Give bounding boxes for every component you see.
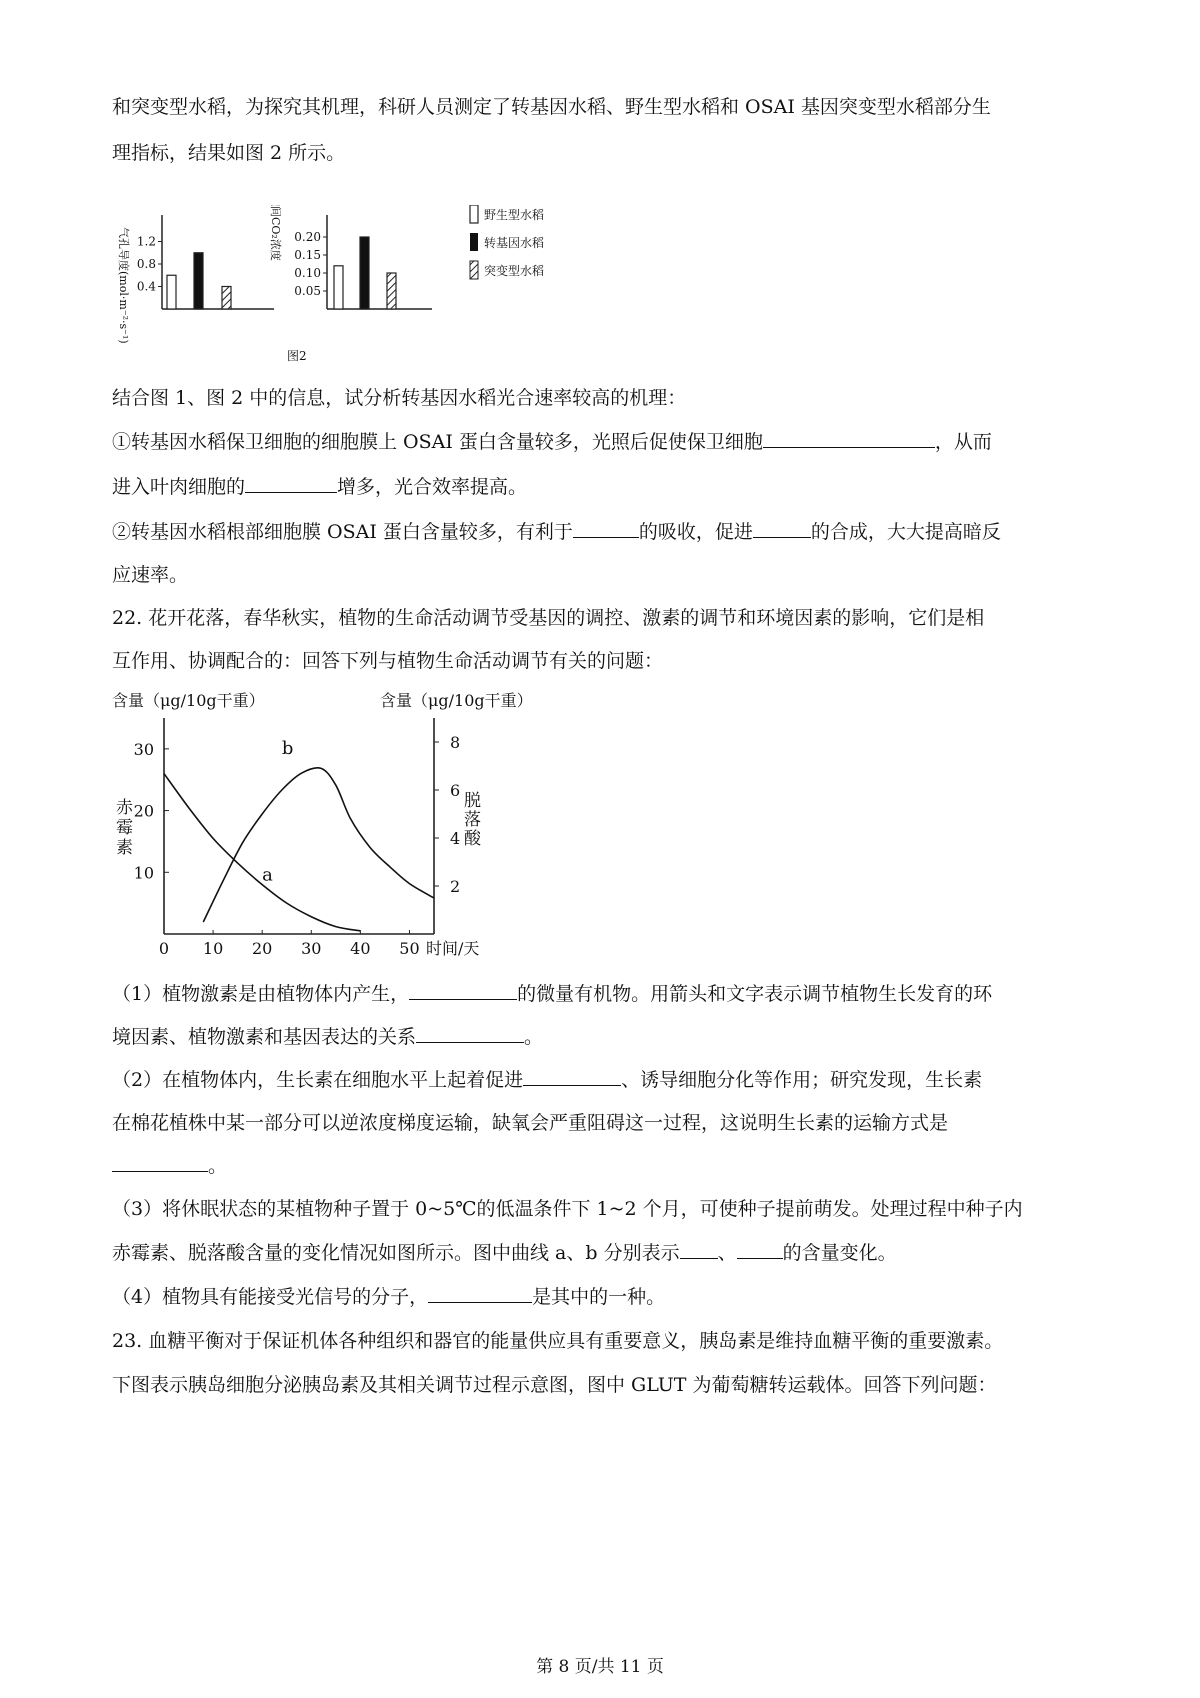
q22-stem-1: 22. 花开花落，春华秋实，植物的生命活动调节受基因的调控、激素的调节和环境因素的影响，它们是相 <box>112 607 985 629</box>
legend-swatch-transgenic <box>470 233 478 251</box>
q21-p1-text-d: 增多，光合效率提高。 <box>337 476 528 498</box>
answer-blank-3[interactable] <box>573 517 639 538</box>
x-axis-label: 时间/天 <box>426 939 480 958</box>
fig2-left-bar-0 <box>167 275 176 309</box>
q22-s1-text-c: 境因素、植物激素和基因表达的关系 <box>112 1026 417 1048</box>
answer-blank-2[interactable] <box>245 472 337 493</box>
legend-label-wild: 野生型水稻 <box>484 208 545 222</box>
right-tick-label-3: 8 <box>450 733 461 752</box>
q21-p1-line2 <box>112 472 1112 502</box>
left-axis-name-char-3: 素 <box>116 838 133 858</box>
q21-p2-line1 <box>112 517 1112 547</box>
x-tick-label-4: 40 <box>350 939 371 958</box>
q21-p2-line2: 应速率。 <box>112 564 189 586</box>
legend-swatch-mutant <box>470 261 478 279</box>
x-tick-label-5: 50 <box>399 939 420 958</box>
left-tick-label-0: 10 <box>133 863 154 883</box>
q21-p2-text-b: 的吸收，促进 <box>638 521 753 543</box>
x-tick-label-0: 0 <box>158 939 170 958</box>
fig2-left-ytick-label-2: 1.2 <box>136 234 156 249</box>
fig2-right-bar-1 <box>360 237 369 309</box>
q22-s2-line1 <box>112 1065 1112 1095</box>
answer-blank-6[interactable] <box>416 1022 524 1043</box>
q22-s2-line3 <box>112 1151 1112 1181</box>
left-tick-label-2: 30 <box>133 739 154 759</box>
fig2-left-bar-2 <box>222 287 231 310</box>
q22-s1-text-b: 的微量有机物。用箭头和文字表示调节植物生长发育的环 <box>517 983 993 1005</box>
q21-p1-text-b: ，从而 <box>934 431 992 453</box>
q22-s4-line1 <box>112 1282 1112 1312</box>
q22-s1-line1 <box>112 979 1112 1009</box>
right-axis-name <box>464 791 486 849</box>
right-ylabel-top: 含量（μg/10g干重） <box>380 691 533 710</box>
q22-s3-line1: （3）将休眠状态的某植物种子置于 0~5℃的低温条件下 1~2 个月，可使种子提前萌发。处理过程中种子内 <box>112 1198 1023 1220</box>
q22-s2-text-d: 。 <box>208 1155 228 1177</box>
left-axis-name-char-2: 霉 <box>116 818 133 838</box>
fig2-right-ytick-label-0: 0.05 <box>294 284 321 298</box>
fig2-caption: 图2 <box>287 349 307 363</box>
legend-label-transgenic: 转基因水稻 <box>484 236 545 250</box>
right-axis-name-char-2: 落 <box>464 810 481 830</box>
x-tick-label-1: 10 <box>202 939 224 958</box>
fig2-left-ytick-label-0: 0.4 <box>136 279 156 294</box>
q22-s3-text-d: 的含量变化。 <box>782 1242 897 1264</box>
q22-s3-text-b: 赤霉素、脱落酸含量的变化情况如图所示。图中曲线 a、b 分别表示 <box>112 1242 680 1264</box>
figure-2 <box>112 205 592 405</box>
fig2-right-bar-2 <box>387 273 396 309</box>
right-tick-label-1: 4 <box>450 829 461 848</box>
left-axis-name-char-1: 赤 <box>116 798 133 818</box>
q21-p1-line1 <box>112 427 1112 457</box>
q21-p1-text-c: 进入叶肉细胞的 <box>112 476 246 498</box>
q23-line-1: 23. 血糖平衡对于保证机体各种组织和器官的能量供应具有重要意义，胰岛素是维持血糖平衡的重要激素。 <box>112 1330 1004 1352</box>
q22-s2-text-b: 、诱导细胞分化等作用；研究发现，生长素 <box>621 1069 983 1091</box>
q21-p2-text-a: ②转基因水稻根部细胞膜 OSAI 蛋白含量较多，有利于 <box>112 521 573 543</box>
q22-s2-line2: 在棉花植株中某一部分可以逆浓度梯度运输，缺氧会严重阻碍这一过程，这说明生长素的运输方式是 <box>112 1112 949 1134</box>
x-tick-label-3: 30 <box>301 939 322 958</box>
curve-label-a: a <box>262 864 273 886</box>
hormone-chart-svg <box>112 688 572 963</box>
curve-label-b: b <box>281 738 294 759</box>
left-axis-name <box>116 798 138 858</box>
fig2-right-ytick-label-3: 0.20 <box>294 230 321 244</box>
answer-blank-1[interactable] <box>763 427 935 448</box>
q22-s4-text-b: 是其中的一种。 <box>532 1286 666 1308</box>
q23-line-2: 下图表示胰岛细胞分泌胰岛素及其相关调节过程示意图，图中 GLUT 为葡萄糖转运载体。回答下列问题： <box>112 1374 997 1396</box>
fig2-left-ytick-label-1: 0.8 <box>136 257 156 271</box>
fig2-right-ytick-label-1: 0.10 <box>294 266 321 280</box>
answer-blank-9[interactable] <box>680 1238 718 1259</box>
answer-blank-11[interactable] <box>428 1282 532 1303</box>
fig2-left-ylabel: 气孔导度(mol·m⁻²·s⁻¹) <box>117 227 130 344</box>
q22-stem-2: 互作用、协调配合的：回答下列与植物生命活动调节有关的问题： <box>112 650 664 672</box>
q21-p2-text-c: 的合成，大大提高暗反 <box>810 521 1001 543</box>
q22-s1-line2 <box>112 1022 1112 1052</box>
left-tick-label-1: 20 <box>133 801 154 821</box>
q22-s2-text-a: （2）在植物体内，生长素在细胞水平上起着促进 <box>112 1069 524 1091</box>
right-axis-name-char-1: 脱 <box>464 791 481 811</box>
legend-swatch-wild <box>470 205 478 223</box>
curve-b <box>203 768 434 922</box>
answer-blank-5[interactable] <box>409 979 517 1000</box>
fig2-right-ytick-label-2: 0.15 <box>294 248 321 262</box>
fig2-left-bar-1 <box>194 253 203 309</box>
answer-blank-7[interactable] <box>523 1065 621 1086</box>
figure-2-svg <box>112 205 592 405</box>
fig2-right-ylabel: 胞间CO₂浓度 <box>269 205 282 261</box>
x-tick-label-2: 20 <box>252 939 273 958</box>
q21-p1-text-a: ①转基因水稻保卫细胞的细胞膜上 OSAI 蛋白含量较多，光照后促使保卫细胞 <box>112 431 763 453</box>
right-tick-label-0: 2 <box>450 877 461 896</box>
q21-lead: 结合图 1、图 2 中的信息，试分析转基因水稻光合速率较高的机理： <box>112 387 687 409</box>
legend-label-mutant: 突变型水稻 <box>484 264 545 278</box>
curve-a <box>164 774 360 931</box>
q22-s1-text-a: （1）植物激素是由植物体内产生， <box>112 983 410 1005</box>
q22-s3-line2 <box>112 1238 1112 1268</box>
q22-s4-text-a: （4）植物具有能接受光信号的分子， <box>112 1286 429 1308</box>
right-axis-name-char-3: 酸 <box>464 829 481 849</box>
figure-hormones <box>112 688 572 963</box>
intro-line-1: 和突变型水稻，为探究其机理，科研人员测定了转基因水稻、野生型水稻和 OSAI 基因突变型水稻部分生 <box>112 96 991 118</box>
q22-s3-text-c: 、 <box>717 1242 737 1264</box>
q22-s1-text-d: 。 <box>524 1026 544 1048</box>
fig2-right-bar-0 <box>334 266 343 309</box>
fig2-legend <box>470 205 544 279</box>
answer-blank-8[interactable] <box>112 1151 208 1172</box>
left-ylabel-top: 含量（μg/10g干重） <box>112 691 265 710</box>
right-tick-label-2: 6 <box>450 781 461 800</box>
page-footer: 第 8 页/共 11 页 <box>536 1657 664 1677</box>
intro-line-2: 理指标，结果如图 2 所示。 <box>112 142 346 164</box>
answer-blank-4[interactable] <box>753 517 811 538</box>
answer-blank-10[interactable] <box>737 1238 783 1259</box>
